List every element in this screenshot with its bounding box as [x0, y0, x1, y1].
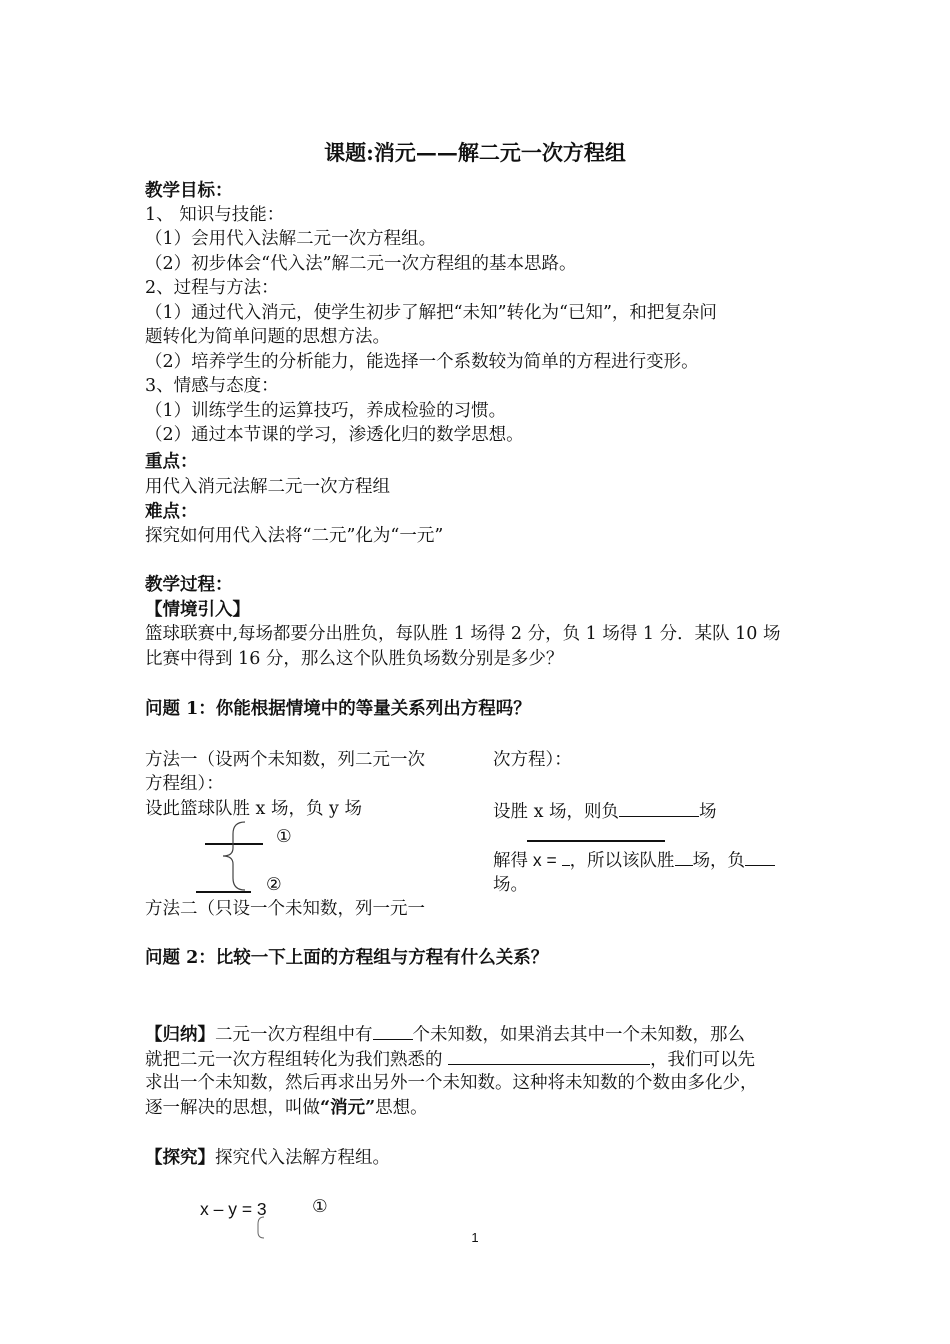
goal3-item: （2）通过本节课的学习，渗透化归的数学思想。: [145, 425, 524, 445]
method2-cont: 次方程）：: [493, 750, 572, 770]
equation-number-1: ①: [276, 827, 292, 847]
goal1-item: （2）初步体会“代入法”解二元一次方程组的基本思路。: [145, 254, 577, 274]
summary-text: 个未知数，如果消去其中一个未知数，那么: [412, 1025, 745, 1045]
goal2-item: （1）通过代入消元，使学生初步了解把“未知”转化为“已知”，和把复杂问: [145, 303, 717, 323]
method1-setup: 设此篮球队胜 x 场，负 y 场: [145, 799, 363, 819]
method2-start: 方法二（只设一个未知数，列一元一: [145, 899, 425, 919]
method2-solve: [493, 848, 775, 873]
solve-text-2: 场，负: [692, 851, 746, 871]
difficulty-heading: 难点：: [145, 502, 198, 522]
page-title: 课题:消元——解二元一次方程组: [324, 140, 626, 165]
process-heading: 教学过程：: [145, 575, 233, 595]
intro-heading: 【情境引入】: [145, 600, 250, 620]
equation-1: x – y = 3: [200, 1199, 267, 1219]
method1-line: 方法一（设两个未知数，列二元一次: [145, 750, 425, 770]
explore-text: 探究代入法解方程组。: [215, 1148, 390, 1168]
summary-text: 二元一次方程组中有: [215, 1025, 373, 1045]
blank-unknown-count: [373, 1022, 413, 1040]
method1-line: 方程组）：: [145, 774, 224, 794]
summary-text: 就把二元一次方程组转化为我们熟悉的: [145, 1050, 449, 1070]
method2-setup-unit: 场: [699, 802, 717, 822]
explore-line: [145, 1146, 390, 1170]
explore-label: 【探究】: [145, 1148, 215, 1168]
intro-line: 比赛中得到 16 分，那么这个队胜负场数分别是多少？: [145, 649, 564, 669]
goal3-item: （1）训练学生的运算技巧，养成检验的习惯。: [145, 401, 507, 421]
goal2-heading: 2、过程与方法：: [145, 278, 279, 298]
summary-line-1: [145, 1022, 745, 1047]
left-brace-icon: [219, 820, 249, 892]
goal2-item: （2）培养学生的分析能力，能选择一个系数较为简单的方程进行变形。: [145, 352, 699, 372]
summary-line-4: [145, 1096, 428, 1120]
blank-loss: [745, 848, 775, 866]
goal2-item: 题转化为简单问题的思想方法。: [145, 327, 390, 347]
question-2: 问题 2：比较一下上面的方程组与方程有什么关系？: [145, 948, 549, 968]
solve-end: 场。: [493, 875, 528, 895]
summary-keyword: “消元”: [320, 1098, 376, 1118]
summary-label: 【归纳】: [145, 1025, 215, 1045]
blank-equation-type: [448, 1047, 650, 1065]
summary-text: 思想。: [375, 1098, 428, 1118]
key-heading: 重点：: [145, 452, 198, 472]
difficulty-text: 探究如何用代入法将“二元”化为“一元”: [145, 526, 444, 546]
summary-line-2: [145, 1047, 755, 1072]
intro-line: 篮球联赛中,每场都要分出胜负，每队胜 1 场得 2 分，负 1 场得 1 分．某队 10 场: [145, 624, 781, 644]
solve-prefix: 解得 x =: [493, 850, 562, 870]
blank-win: [675, 848, 693, 866]
blank-x-value: [562, 848, 570, 866]
method2-setup-text: 设胜 x 场，则负: [493, 802, 619, 822]
goal1-item: （1）会用代入法解二元一次方程组。: [145, 229, 437, 249]
question-1: 问题 1：你能根据情境中的等量关系列出方程吗？: [145, 699, 531, 719]
summary-text: ，我们可以先: [650, 1050, 756, 1070]
blank-loss-count: [619, 799, 699, 817]
blank-equation-2: [196, 891, 251, 893]
page-number: 1: [471, 1230, 479, 1245]
key-text: 用代入消元法解二元一次方程组: [145, 477, 390, 497]
goal3-heading: 3、情感与态度：: [145, 376, 279, 396]
method2-setup: [493, 799, 717, 824]
goals-heading: 教学目标：: [145, 181, 233, 201]
solve-text: ，所以该队胜: [569, 851, 675, 871]
goal1-heading: 1、 知识与技能：: [145, 205, 285, 225]
summary-text: 逐一解决的思想，叫做: [145, 1098, 320, 1118]
equation-number-2: ②: [266, 875, 282, 895]
summary-line-3: 求出一个未知数，然后再求出另外一个未知数。这种将未知数的个数由多化少，: [145, 1073, 758, 1093]
blank-equation: [527, 840, 665, 842]
equation-1-number: ①: [312, 1197, 328, 1217]
